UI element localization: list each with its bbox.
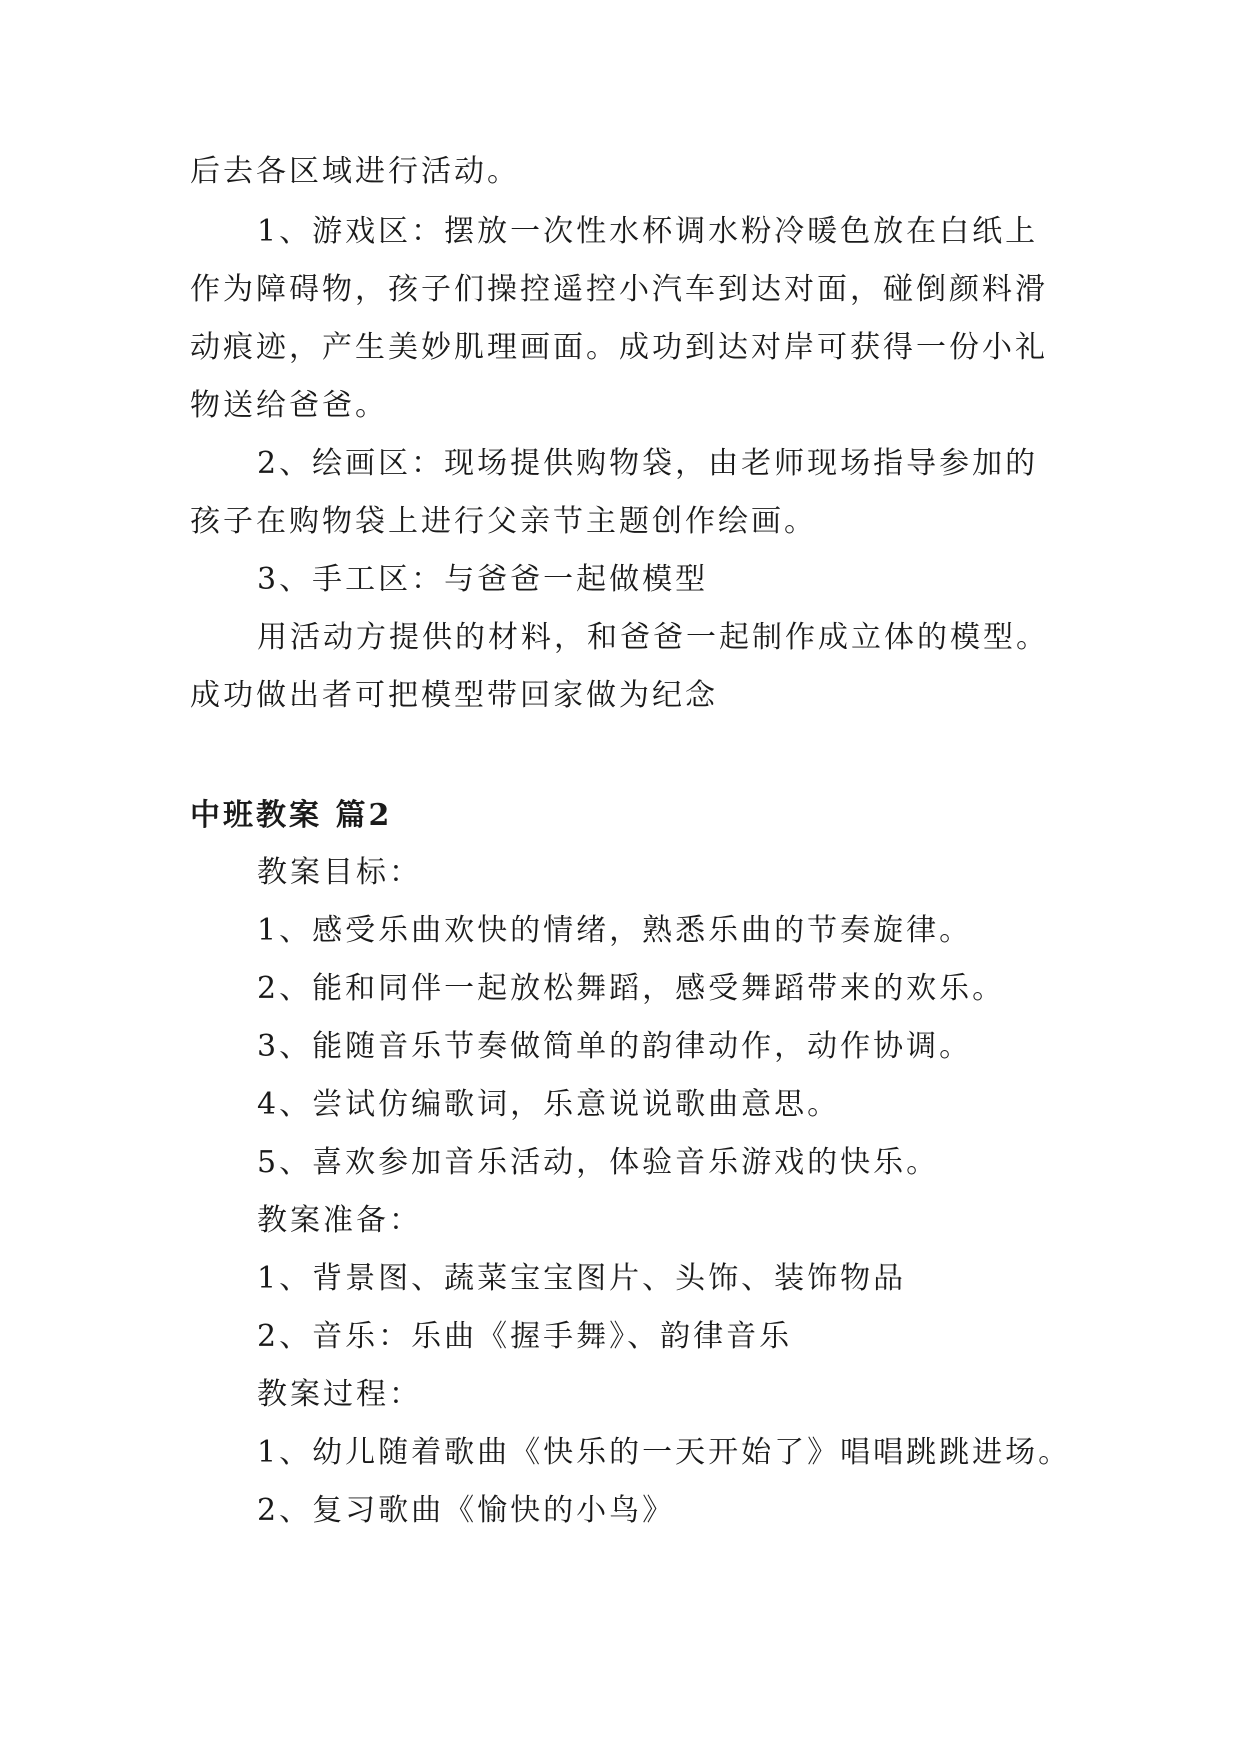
paragraph-line: 3、手工区：与爸爸一起做模型 bbox=[257, 562, 709, 597]
paragraph-line: 后去各区域进行活动。 bbox=[190, 154, 520, 189]
paragraph-line: 物送给爸爸。 bbox=[190, 388, 388, 423]
prep-item: 2、音乐：乐曲《握手舞》、韵律音乐 bbox=[257, 1319, 793, 1354]
goals-heading: 教案目标： bbox=[257, 855, 422, 890]
goal-item: 5、喜欢参加音乐活动，体验音乐游戏的快乐。 bbox=[257, 1145, 940, 1180]
paragraph-line: 2、绘画区：现场提供购物袋，由老师现场指导参加的 bbox=[257, 446, 1039, 481]
process-heading: 教案过程： bbox=[257, 1377, 422, 1412]
goal-item: 1、感受乐曲欢快的情绪，熟悉乐曲的节奏旋律。 bbox=[257, 913, 973, 948]
paragraph-line: 孩子在购物袋上进行父亲节主题创作绘画。 bbox=[190, 504, 817, 539]
goal-item: 4、尝试仿编歌词，乐意说说歌曲意思。 bbox=[257, 1087, 841, 1122]
prep-heading: 教案准备： bbox=[257, 1203, 422, 1238]
goal-item: 2、能和同伴一起放松舞蹈，感受舞蹈带来的欢乐。 bbox=[257, 971, 1006, 1006]
paragraph-line: 作为障碍物，孩子们操控遥控小汽车到达对面，碰倒颜料滑 bbox=[190, 272, 1048, 307]
goal-item: 3、能随音乐节奏做简单的韵律动作，动作协调。 bbox=[257, 1029, 973, 1064]
section-title: 中班教案 篇2 bbox=[190, 798, 393, 833]
prep-item: 1、背景图、蔬菜宝宝图片、头饰、装饰物品 bbox=[257, 1261, 907, 1296]
process-item: 1、幼儿随着歌曲《快乐的一天开始了》唱唱跳跳进场。 bbox=[257, 1435, 1072, 1470]
paragraph-line: 成功做出者可把模型带回家做为纪念 bbox=[190, 678, 718, 713]
paragraph-line: 用活动方提供的材料，和爸爸一起制作成立体的模型。 bbox=[257, 620, 1049, 655]
process-item: 2、复习歌曲《愉快的小鸟》 bbox=[257, 1493, 676, 1528]
paragraph-line: 动痕迹，产生美妙肌理画面。成功到达对岸可获得一份小礼 bbox=[190, 330, 1048, 365]
paragraph-line: 1、游戏区：摆放一次性水杯调水粉冷暖色放在白纸上 bbox=[257, 214, 1039, 249]
